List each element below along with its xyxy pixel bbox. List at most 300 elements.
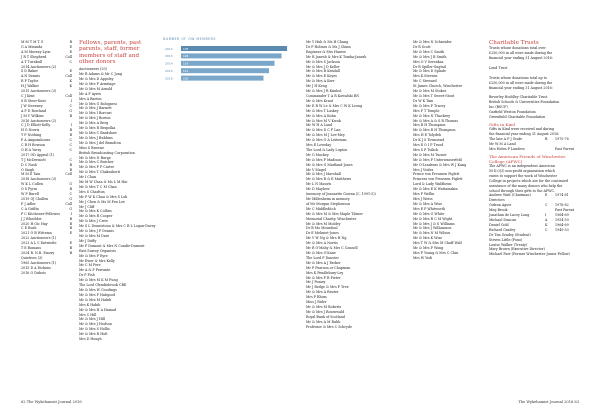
paragraph-line: exists to support the work of Winchester [489,173,558,178]
donor-entry: Mr & Mrs C Butcher [79,160,114,165]
donor-entry: Mr & Mrs J D Keller [306,64,340,69]
donor-entry-code: B [69,250,72,255]
donor-entry-name: P A Ampomhouse [21,138,51,143]
donor-entry: Dr R Spiller-Sugtail [413,64,446,69]
donor-entry-name: A N Dennis [21,74,40,79]
donor-entry: Mr M W Chan & Ms L M Hui [79,180,128,185]
donor-entry-code: C [69,143,72,148]
donor-entry: Mr & Mrs N Burge [79,155,111,160]
donor-entry: Mr & Mrs J & S Williams [413,221,455,226]
donor-entry-name: T J McDermott [21,157,46,162]
person-years: Past Parent [555,208,575,213]
donor-entry: Mr & Mrs A Reuter [306,290,339,295]
donor-entry: Mr & Mrs P R Pieter [306,275,341,280]
donor-entry-code: C [69,147,72,152]
donor-entry: Mr & Mrs P Wong [413,246,444,251]
donor-entry-name: J J Wheelder [21,216,42,221]
person-years: 1978-82 [555,203,569,208]
person-house: A [545,218,548,222]
donor-list-column-3 [306,40,409,329]
donor-list-column-4 [413,40,485,261]
bar [181,76,264,81]
donor-entry: Mr & Mrs C Bradshaw [79,130,117,135]
donor-entry: The Lord P Dunster [306,255,339,260]
donor-entry: Mrs E Loveday [306,143,332,148]
donor-entry-code: G [69,108,72,113]
person-name: Mrs Helen P Lunders [489,146,525,151]
donor-entry: Miss J Rider [306,300,327,305]
donor-entry: Mr & Mrs M & Mrs Maple Tilsner [306,211,363,216]
donor-entry: Dr R Scott [413,44,431,49]
donor-entry-code: I [70,98,72,103]
person-name: Steven Little (Pono) [489,237,523,242]
donor-entry: Mr & Mrs A Berg [79,121,109,126]
donor-entry-name: T F Nothing [21,133,42,138]
donor-entry: Mr & Mrs J Hill [79,317,106,322]
donor-entry: Mr & Mrs T Chakraborti [79,170,121,175]
bar [181,61,275,66]
bar [181,68,269,73]
donor-entry: Miss S Browne [79,145,105,150]
person-name: Andrew Watt (Chairman) [489,193,531,198]
category-label: 2016 [165,76,173,81]
donor-entry: Dr B Mo Mousdoul [306,226,338,231]
donor-entry: Mr Ewer & Mrs Kelly [79,258,115,263]
donor-entry: Mrs P Young & Mrs C Chin [413,250,459,255]
person-name: Gideon Aguir [489,203,512,208]
donor-entry: Mrs H E Tolydeh [413,133,442,138]
donor-entry: Mrs O V Serenkas [413,59,444,64]
donor-entry: Mr & Mrs A J Parker [306,260,341,265]
donor-entry: Mr & Mrs P Armitage [79,81,116,86]
donor-entry-name: A F D Rowland [21,108,46,113]
donor-entry-name: 2015 D A Dickens [21,265,51,270]
donor-entry: Mr & Mrs A Kuhn [306,113,336,118]
section-heading-afwc: The American Friends of Winchester College (AFWC) [489,153,566,164]
donor-entry: The Lord Glendinbrook CBE [79,283,127,288]
person-name: Mary Brown (Executive Director) [489,247,545,252]
donor-entry: Mrs F T Temple [413,108,440,113]
donor-entry-name: J W Sweeney [21,103,43,108]
donor-entry-name: 2018 Auctioneers (3) [21,177,57,182]
donor-entry-name: 2014 Auctioneers (2) [21,64,57,69]
person-name: Richard Gradey [489,227,516,232]
donor-entry: Mr & Mrs S Jackson [306,59,340,64]
donor-entry-code: K [69,79,72,84]
paragraph-line: College in projects which are for the continued [489,178,568,183]
donor-entry-name: 2016 O Dubois [21,270,46,275]
person-house: C [545,227,548,232]
donor-entry: Mr & Mrs G Maitland-Jones [306,162,353,167]
donor-entry-code: B [69,221,72,226]
donor-entry: Mr & Mrs Kraut [306,98,334,103]
paragraph-line: The AFWC is an independent American [489,164,555,169]
donor-entry-name: C J Kent [21,93,35,98]
paragraph-line: the financial year ending 31 August 2016: [489,132,560,136]
donor-entry: Dr E Mehmet-Jones [306,231,339,236]
donor-entry: Mr & Mrs P Eyre [79,253,108,258]
donor-entry: Mr & Mrs H A Hamad [79,307,117,312]
donor-entry-code: C [69,192,72,197]
donor-entry-name: C R H Rowson [21,143,46,148]
donor-entry: Mr L N Mauvis [306,182,332,187]
person-name: Dr Tim Gradey (Student) [489,232,531,237]
donor-entry: Dr W K Tam [413,98,434,103]
donor-entry: Mrs A Barton [79,96,102,101]
person-name: Michael Parr (Former Winchester Junior Fellow) [489,252,570,257]
person-years: 1949-53 [555,227,569,232]
paragraph-line: school through their gifts to the AFWC. [489,188,555,193]
donor-entry: Princess von Preussen Piglett [413,177,463,182]
donor-entry: Mr & Mrs E Keyes [306,74,337,79]
donor-entry-name: P C Kitchener-Fellowes [21,211,60,216]
person-years: 1974-81 [555,193,569,198]
donor-entry: Mr & Mrs J P Dennis [79,229,114,234]
donor-entry: Mr G Mackey [306,152,329,157]
paragraph-line: Inc (BSUF) [489,105,508,110]
paragraph-line: 501(c)(3) non-profit organisation which [489,168,555,173]
donor-entry: Mr & Mrs D C P Lan [306,128,341,133]
donor-entry: Mrs P Rhom [306,295,327,300]
person-name: Daniel Gold [489,222,509,227]
donor-entry-code: B [69,216,72,221]
person-row [489,147,581,152]
person-name: Louise Walker (Treaty) [489,242,528,247]
donor-entry-code: Coll [65,201,72,206]
donor-entry-name: W P Rurell [21,192,39,197]
donor-entry: Mr & Mrs J Rosenwald [306,309,345,314]
donor-entry: Mr & Mrs A Norris [306,241,338,246]
donor-entry: Royal Bank of Scotland [306,314,345,319]
donor-entry-code: B [69,128,72,133]
donor-entry-name: 2019 OJ Challen [21,197,49,201]
paragraph-line: Greenfield Charitable Foundation [489,114,546,119]
donor-entry-name: 2020 H Gic Hay [21,221,48,226]
person-name: Michael Duncan [489,218,517,222]
donor-entry-name: S D Baker [21,69,38,74]
donor-entry-code: B [69,40,72,44]
donor-entry: Mr R Janesh & Mrs K Tomba-Janesh [306,54,367,59]
donor-entry: Mr I Chan [79,175,97,180]
donor-entry: Mr & Mrs K Wise [413,236,443,241]
donor-entry: Mrs S P Tsilick [413,147,438,152]
donor-entry: Mrs R H Thompson [413,123,446,128]
donor-entry: Mr & Mrs R Bespolka [79,126,116,131]
donor-entry: Mrs P Wellin [413,192,435,197]
paragraph-line: Beverley Hoddley Charitable Trust [489,95,548,100]
donor-entry-name: 2015 Auctioneers (3) [21,89,57,94]
chart-title: NUMBER OF OW MEMBERS [163,37,216,41]
donor-entry: Mr & Mrs P Habgood [79,292,116,297]
donor-entry-code: C [69,103,72,108]
donor-entry: Mrs J Weiss [413,197,433,201]
donor-entry-name: 2024 R. N.R. Emory [21,250,55,255]
section-heading-fellows: Fellows, parents, past parents, staff, former members of staff and other donors [79,40,142,65]
donor-entry: Mr C M Fere [79,263,101,268]
donor-entry: Mr J Redge & Mrs P Tree [306,285,349,290]
paragraph-line: British Schools & Universities Foundation [489,100,560,105]
donor-entry: Mr & Mrs M Mobley [306,221,341,226]
donor-entry: Mr O'Leaderas & Mrs W J Kang [413,162,467,167]
category-label: 2015 [165,69,173,73]
donor-entry-name: 1965 Auctioneers (1) [21,260,57,265]
donor-entry: Mr J Chen & Ms M Fen Lee [79,199,125,204]
donor-entry: Mr A & F Ferrante [79,268,111,273]
donor-list-column-1 [21,40,72,276]
donor-entry: Mr & Mrs S Hollis [79,327,110,332]
donor-entry: Mr & Mrs P Tracey [413,103,446,108]
donor-entry-name: G A Miranda [21,44,43,49]
donor-entry: Mrs K Habib [79,302,101,307]
donor-entry: Mr V Magel [306,167,326,172]
paragraph-line: £250,000 in all were made during the [489,80,553,85]
donor-entry-code: Coll [65,54,72,59]
donor-entry: Mr & Mrs I Borcuri [79,111,112,116]
donor-entry: Mr & Mrs R Cooper [79,214,113,219]
paragraph-line: £250,000 in all were made during the [489,51,553,56]
donor-entry-name: A T Turnbull [21,59,43,64]
donor-entry: Mr D Mayhew [306,187,330,192]
donor-entry: (memory of Jeannette Gowan (C, 1991-5)) [306,192,376,197]
donor-entry: Mr & Mrs J Barnett [79,106,112,111]
donor-entry-code: Coll [65,93,72,98]
section-heading-gifts-in-kind: Gifts in Kind [489,121,516,127]
donor-entry: Mr & Mrs P Unterwasserfeld [413,157,462,162]
paragraph-line: financial year ending 31 August 2016: [489,56,553,61]
donor-entry: Mr & Mrs T C M Chan [79,184,117,189]
donor-entry: Mr P Dumont & Mrs N Condie-Dumont [79,243,145,248]
donor-entry: Mr & Mrs J del Brandton [79,140,121,145]
donor-entry: Mr E R W Le & Mrs C W K Leong [306,103,363,108]
donor-entry: Mr & Mrs N Thackrey [413,113,451,118]
person-years: 1964-69 [555,222,569,227]
donor-entry: Mr C Middleditch [306,206,336,211]
bar [181,53,282,58]
donor-entry: Professor & Mrs C Schryde [306,324,352,329]
donor-entry-name: M M T M T G [21,40,44,44]
donor-entry: Dr P Holmes & Ms J Chinn [306,44,351,49]
person-house: I [545,213,547,218]
donor-entry: Mr & Mrs J Williamson [413,226,452,231]
donor-entry: Mr & Mrs T Sweet-Stout [413,93,455,98]
person-years: 1964-69 [555,213,569,218]
donor-entry: East Surrey Organists [79,248,117,253]
donor-entry: Mr & Mrs J Borton [79,116,111,121]
donor-entry: Mr & Mrs P P Carter [79,165,115,170]
donor-entry: Mr & Mrs E K Wattamakin [413,187,458,192]
donor-entry: of Mr Morgan Stephenson [306,201,351,206]
donor-entry-code: B [69,162,72,167]
donor-entry: Mrs J Vinles [413,167,434,172]
donor-entry: Mr & Mrs M Arnold [79,86,113,91]
donor-entry-name: A M Murray-Lyon [21,49,51,54]
donor-entry [21,271,72,276]
donor-entry-name: T E Romans [21,246,42,251]
person-house: B [545,136,548,141]
donor-entry: Mr & Mrs D Splade [413,69,446,74]
donor-entry: Mr & Mrs J Marshall [306,172,341,177]
donor-entry: Mr & Mrs W Goodings [79,287,117,292]
donor-entry: Mr & Mrs T Laskey [306,108,339,113]
page-folio-right: The Wykehamist Journal 2016 63 [518,400,579,404]
donor-entry: Dr P Fish [79,273,95,278]
person-years: 1970-76 [555,136,569,141]
donor-entry: Mrs K Stevens [413,74,438,79]
donor-entry-code: I [70,123,72,128]
donor-entry: British Broadcasting Corporation [79,150,135,155]
donor-entry: Mr & Mrs J Hodson [79,322,112,327]
donor-entry-name: 2021 O B Wittema [21,231,52,236]
donor-entry-code: B [69,246,72,251]
donor-entry-name: J R T Shepherd [21,54,47,59]
donor-entry: Mr & Mrs A Kerr [306,79,335,84]
donor-entry: Auctioneers (20) [79,67,107,72]
donor-entry: Mr A F Ayres [79,91,102,96]
donor-entry-name: W K L Cullen [21,182,44,187]
donor-entry-code: Coll [65,74,72,79]
person-house: K [545,222,548,227]
value-label: 112 [183,69,189,73]
donor-entry: Mr & Mrs N Schneider [413,40,452,44]
donor-entry: Mr R O'Mahy & Mrs C Connell [306,246,358,251]
donor-entry-code: C [69,59,72,64]
donor-entry: Mr Y Huh & Ms H Chang [306,40,349,44]
section-heading-charitable-trusts: Charitable Trusts [489,40,539,46]
donor-entry: Mr & Mrs O A Leiteman [306,138,347,143]
person-house: C [545,203,548,208]
donor-entry-code: C [69,157,72,162]
bar [181,46,287,51]
paragraph-line: Trusts whose donations total up to [489,75,547,80]
donor-entry-name: Quietives (3) [21,255,43,260]
donor-entry-name: 2022 Auctioneers (1) [21,236,57,241]
donor-entry: Mr P W K Chau & Mrs S Lok [79,194,128,199]
donor-entry: Mrs C Hill [79,312,97,317]
donor-entry: Dr K J S Townsend [413,138,445,143]
donor-entry: Mr & Mrs R Kendall [306,69,340,74]
value-label: 135 [183,46,189,51]
paragraph-line: Gifts in Kind were received and during [489,127,555,132]
paragraph-line: Garfield Weston Foundation [489,110,536,115]
donor-entry-name: H G Norris [21,128,40,133]
donor-entry-code: G [69,206,72,211]
donor-entry: Mr & Mrs M K M Fung [79,278,118,283]
donor-entry: Mr & Mrs C Smith [413,49,445,54]
paragraph-line: Lend Trust [489,65,508,70]
donor-entry-name: C A Griffin [21,206,39,211]
donor-entry-code: B [69,133,72,138]
donor-entry-code: B [69,113,72,118]
donor-entry: Mr S L Dennistoun & Mrs C R L Logan-Davey [79,224,156,229]
members-bar-chart [163,40,298,86]
donor-entry: Mr P Pearson or Chapman [306,265,351,270]
person-name: Jonathan de Lacey Long [489,213,530,218]
donor-entry-code: B [69,187,72,192]
donor-entry: Mr & Mrs M Roberts [306,304,342,309]
donor-entry-name: C E Rush [21,226,37,231]
donor-entry-code: G [69,197,72,201]
donor-entry: Mr & Mrs N M Wilson [413,231,451,236]
donor-entry: Mr & Mrs O White [413,211,445,216]
donor-entry: Mrs T W & Mrs M Chaff Wall [413,241,462,246]
donor-entry-name: M M E Tam [21,172,41,177]
donor-entry: Prince von Preussen Piglett [413,172,460,177]
donor-list-column-5 [489,40,581,257]
person-house: E [545,193,548,198]
donor-entry-name: F J Adler [21,201,36,206]
person-name: Meg Brook [489,208,508,213]
donor-entry-code: E [69,49,72,54]
value-label: 128 [183,54,189,59]
donor-entry: Mr & Mrs J R Kimbol [306,89,342,94]
donor-entry: Mr & Mrs G Bolognesi [79,101,117,106]
donor-entry: Mr & Mrs A M Rubb [306,319,341,324]
donor-entry-code: E [69,44,72,49]
donor-entry: Mrs D Hough [79,337,102,342]
donor-entry-code: Coll [65,172,72,177]
donor-entry: Mr W H A Land [306,123,333,128]
donor-entry-code: E [69,69,72,74]
person-years: 1954-59 [555,218,569,222]
donor-entry: Mrs W Yedi [413,255,433,260]
donor-entry: Mr J H Keng [306,84,327,89]
category-label: 2013 [165,54,173,59]
donor-entry: Memorial Charity, Winchester [306,216,357,221]
donor-entry-code: B [69,226,72,231]
value-label: 105 [183,76,189,81]
paragraph-line: Trusts whose donations total over [489,46,546,51]
donor-entry-name: S R Steer-Kent [21,98,46,103]
donor-entry-name: D C Nash [21,162,37,167]
donor-entry: Mr J Duffy [79,238,97,243]
donor-entry: The Lord & Lady Lupton [306,147,348,152]
donor-entry-name: O S Pyrm [21,187,37,192]
donor-entry-code: K [69,84,72,89]
donor-entry: Mr & Mrs J R Smith [413,54,447,59]
donor-entry-name: 2023 A L C Entwistle [21,241,57,246]
donor-entry: Mr & Mrs O'Kane [306,250,336,255]
donor-entry: Mr & Mrs A Wise [413,201,443,206]
category-label: 2014 [165,61,173,66]
category-label: 2012 [165,46,173,51]
donor-entry-name: O Singh [21,167,35,172]
donor-entry: Mr C Steward [413,79,437,84]
page-folio-left: 62 The Wykehamist Journal 2016 [21,400,82,404]
donor-entry: Mr V W Ng & Mrs H Ng [306,236,347,241]
donor-entry: Mr & Mrs M Habib [79,297,112,302]
donor-entry-code: G [69,182,72,187]
donor-entry: Mr & Mrs M V Kwok [306,118,341,123]
donor-entry-name: 2017 OD Appeal (1) [21,152,55,157]
donor-entry-name: R P Taylor [21,79,39,84]
donor-entry: Mr & Mrs M J Lee-Mey [306,133,345,138]
donor-entry: Mrs S Charlton [79,189,105,194]
person-name: The late A P J Grafe [489,136,523,141]
paragraph-line: assistance of the many donors who help the [489,183,563,188]
paragraph-line: financial year ending 31 August 2016: [489,85,553,90]
donor-entry-name: J M V Wilkins [21,113,44,118]
donor-entry: Commander T A R Kowalski RN [306,93,360,98]
donor-list-column-2 [79,40,156,342]
donor-entry: Mr & Mrs P Madison [306,157,342,162]
donor-entry: Mrs E P Whitworth [413,206,446,211]
donor-entry: Mr & Mrs J Crew [79,219,108,224]
donor-entry-code: C [69,138,72,143]
donor-entry: Mr & Mrs D Appsley [79,77,114,81]
donor-entry-code: B [69,167,72,172]
donor-entry-name: O H A Yurzy [21,147,42,152]
donor-entry: Mr R Adams & Mr C Jong [79,72,122,77]
